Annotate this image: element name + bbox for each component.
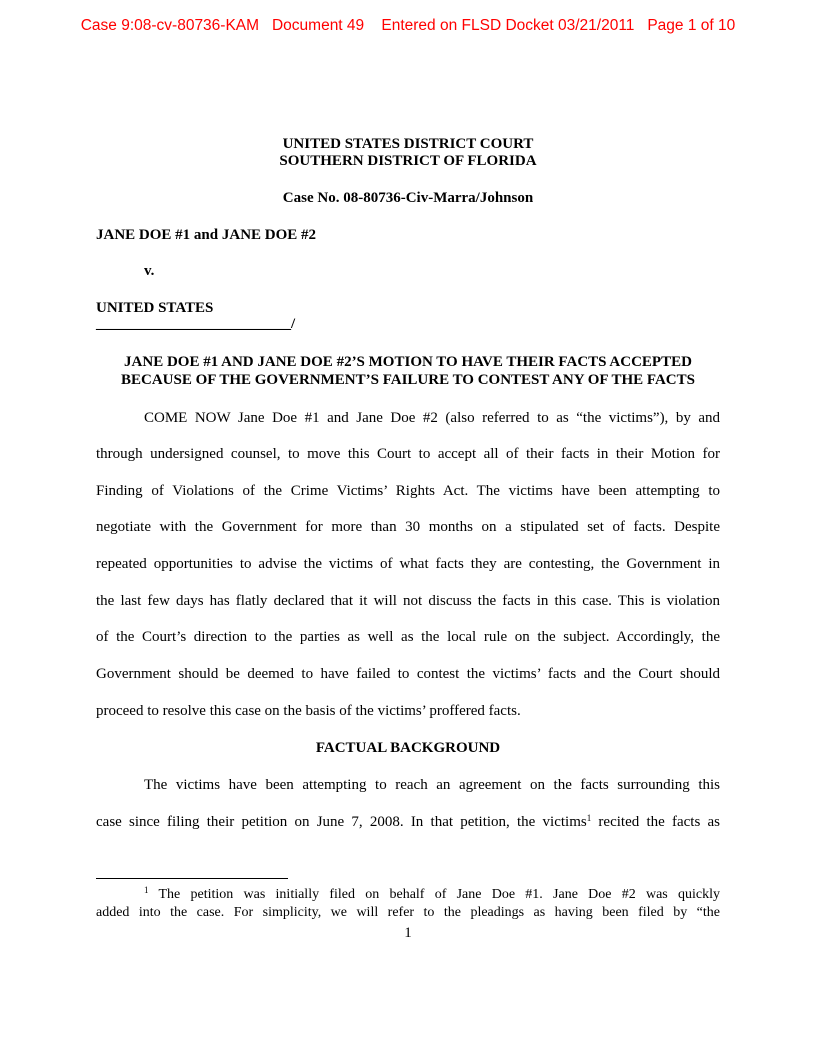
page-number: 1 <box>404 925 412 941</box>
intro-line-5: repeated opportunities to advise the victims of what facts they are contesting, the Government in <box>96 556 720 572</box>
background-line-1: The victims have been attempting to reach an agreement on the facts surrounding this <box>144 777 720 793</box>
defendant: UNITED STATES <box>96 300 214 316</box>
background-line-2-end: recited the facts as <box>591 814 720 830</box>
intro-line-6: the last few days has flatly declared that it will not discuss the facts in this case. This is violation <box>96 593 720 609</box>
intro-line-8: Government should be deemed to have failed to contest the victims’ facts and the Court should <box>96 666 720 682</box>
district-name: SOUTHERN DISTRICT OF FLORIDA <box>279 153 537 169</box>
intro-line-2: through undersigned counsel, to move this Court to accept all of their facts in their Motion for <box>96 446 720 462</box>
intro-line-4: negotiate with the Government for more than 30 months on a stipulated set of facts. Despite <box>96 519 720 535</box>
docket-header-stamp: Case 9:08-cv-80736-KAM Document 49 Entered on FLSD Docket 03/21/2011 Page 1 of 10 <box>80 17 736 34</box>
footnote-line-1 <box>144 886 720 904</box>
motion-title-line-2: BECAUSE OF THE GOVERNMENT’S FAILURE TO CONTEST ANY OF THE FACTS <box>120 372 695 388</box>
footnote-marker: 1 <box>144 885 149 895</box>
versus: v. <box>144 263 155 279</box>
section-heading: FACTUAL BACKGROUND <box>315 740 501 756</box>
footnote-line-2: added into the case. For simplicity, we will refer to the pleadings as having been filed by “the <box>96 905 720 920</box>
intro-line-7: of the Court’s direction to the parties as well as the local rule on the subject. Accordingly, the <box>96 629 720 645</box>
caption-signature-line: __________________________/ <box>96 316 296 332</box>
motion-title-line-1: JANE DOE #1 AND JANE DOE #2’S MOTION TO HAVE THEIR FACTS ACCEPTED <box>124 354 692 370</box>
footnote-line-1-text: The petition was initially filed on behalf of Jane Doe #1. Jane Doe #2 was quickly <box>148 887 720 902</box>
case-number: Case No. 08-80736-Civ-Marra/Johnson <box>282 190 534 206</box>
intro-line-9: proceed to resolve this case on the basis of the victims’ proffered facts. <box>96 703 521 719</box>
footnote-divider <box>96 878 288 879</box>
court-name: UNITED STATES DISTRICT COURT <box>282 136 534 152</box>
plaintiffs: JANE DOE #1 and JANE DOE #2 <box>96 227 317 243</box>
intro-line-3: Finding of Violations of the Crime Victims’ Rights Act. The victims have been attempting to <box>96 483 720 499</box>
intro-line-1: COME NOW Jane Doe #1 and Jane Doe #2 (also referred to as “the victims”), by and <box>144 410 720 426</box>
background-line-2 <box>96 813 720 831</box>
footnote-reference: 1 <box>586 813 592 823</box>
background-line-2-text: case since filing their petition on June 7, 2008. In that petition, the victims <box>96 814 587 830</box>
